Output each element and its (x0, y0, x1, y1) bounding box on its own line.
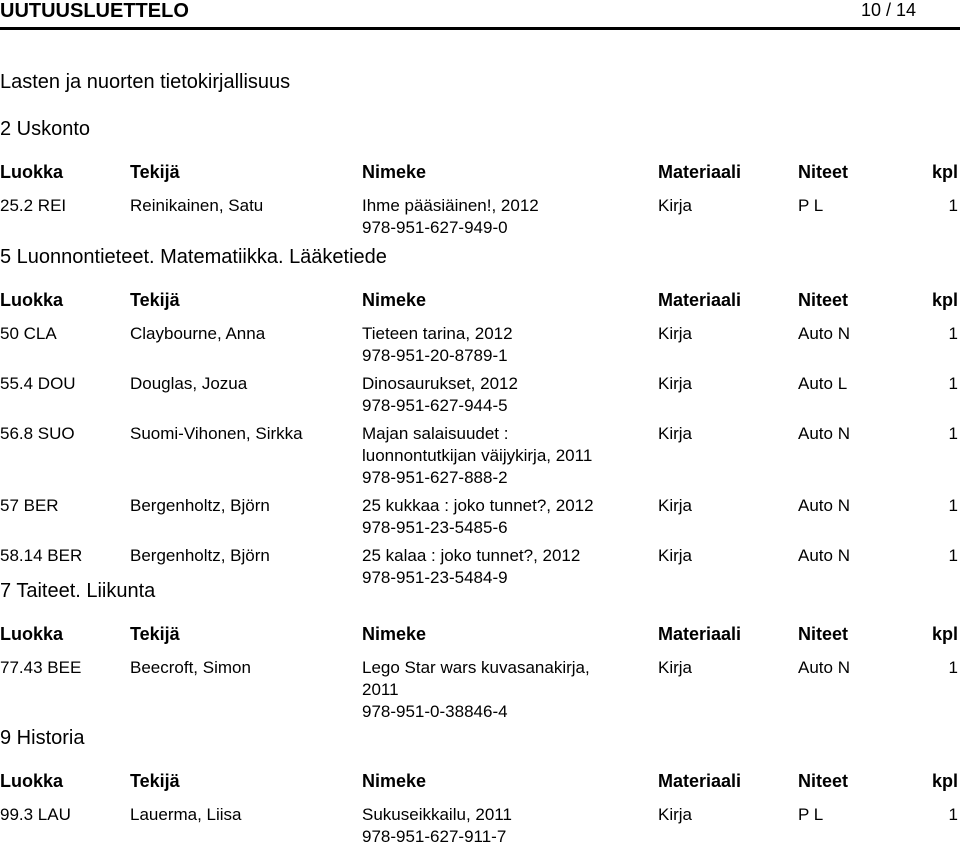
row-luokka: 77.43 BEE (0, 658, 82, 677)
column-header-materiaali: Materiaali (658, 771, 742, 791)
row-materiaali: Kirja (658, 196, 693, 215)
row-nimeke: 25 kukkaa : joko tunnet?, 2012 (362, 496, 594, 515)
row-kpl: 1 (948, 424, 958, 443)
row-nimeke: 25 kalaa : joko tunnet?, 2012 (362, 546, 581, 565)
row-materiaali: Kirja (658, 324, 693, 343)
row-materiaali: Kirja (658, 374, 693, 393)
row-isbn: 978-951-627-888-2 (362, 468, 508, 487)
row-tekija: Lauerma, Liisa (130, 805, 242, 824)
row-materiaali: Kirja (658, 424, 693, 443)
column-header-niteet: Niteet (798, 162, 849, 182)
row-niteet: Auto N (798, 496, 850, 515)
row-kpl: 1 (948, 324, 958, 343)
row-luokka: 25.2 REI (0, 196, 67, 215)
row-nimeke: Dinosaurukset, 2012 (362, 374, 518, 393)
column-header-tekija: Tekijä (130, 162, 180, 182)
row-niteet: Auto N (798, 324, 850, 343)
row-nimeke: Tieteen tarina, 2012 (362, 324, 513, 343)
row-niteet: Auto L (798, 374, 848, 393)
row-isbn: 978-951-20-8789-1 (362, 346, 508, 365)
row-niteet: Auto N (798, 658, 850, 677)
row-materiaali: Kirja (658, 658, 693, 677)
section-title: 9 Historia (0, 727, 85, 749)
row-isbn: 978-951-0-38846-4 (362, 702, 508, 721)
row-isbn: 978-951-627-949-0 (362, 218, 508, 237)
row-kpl: 1 (948, 805, 958, 824)
row-isbn: 978-951-627-944-5 (362, 396, 508, 415)
column-header-niteet: Niteet (798, 290, 849, 310)
row-tekija: Bergenholtz, Björn (130, 496, 270, 515)
row-nimeke: Majan salaisuudet : (362, 424, 509, 443)
catalog-subtitle: Lasten ja nuorten tietokirjallisuus (0, 71, 291, 93)
row-isbn: 978-951-23-5484-9 (362, 568, 508, 587)
row-tekija: Bergenholtz, Björn (130, 546, 270, 565)
row-luokka: 58.14 BER (0, 546, 83, 565)
row-materiaali: Kirja (658, 546, 693, 565)
row-luokka: 99.3 LAU (0, 805, 71, 824)
column-header-materiaali: Materiaali (658, 624, 742, 644)
catalog-title: UUTUUSLUETTELO (0, 0, 189, 22)
row-nimeke: luonnontutkijan väijykirja, 2011 (362, 446, 593, 465)
column-header-kpl: kpl (931, 290, 958, 310)
section-title: 7 Taiteet. Liikunta (0, 580, 156, 602)
column-header-nimeke: Nimeke (362, 290, 427, 310)
row-luokka: 55.4 DOU (0, 374, 76, 393)
row-kpl: 1 (948, 196, 958, 215)
row-nimeke: Lego Star wars kuvasanakirja, (362, 658, 590, 677)
column-header-luokka: Luokka (0, 162, 64, 182)
column-header-nimeke: Nimeke (362, 162, 427, 182)
column-header-materiaali: Materiaali (658, 162, 742, 182)
column-header-niteet: Niteet (798, 771, 849, 791)
section-title: 2 Uskonto (0, 118, 91, 140)
row-materiaali: Kirja (658, 496, 693, 515)
row-luokka: 56.8 SUO (0, 424, 75, 443)
row-isbn: 978-951-23-5485-6 (362, 518, 508, 537)
column-header-niteet: Niteet (798, 624, 849, 644)
row-niteet: P L (798, 196, 824, 215)
row-niteet: P L (798, 805, 824, 824)
section-title: 5 Luonnontieteet. Matematiikka. Lääketiede (0, 246, 387, 268)
column-header-kpl: kpl (931, 771, 958, 791)
column-header-tekija: Tekijä (130, 624, 180, 644)
column-header-tekija: Tekijä (130, 290, 180, 310)
row-kpl: 1 (948, 546, 958, 565)
row-nimeke: Sukuseikkailu, 2011 (362, 805, 512, 824)
row-tekija: Suomi-Vihonen, Sirkka (130, 424, 303, 443)
row-luokka: 57 BER (0, 496, 59, 515)
column-header-kpl: kpl (931, 162, 958, 182)
row-nimeke: 2011 (362, 680, 399, 699)
page-number: 10 / 14 (860, 0, 916, 20)
row-materiaali: Kirja (658, 805, 693, 824)
column-header-luokka: Luokka (0, 771, 64, 791)
column-header-kpl: kpl (931, 624, 958, 644)
row-tekija: Douglas, Jozua (130, 374, 248, 393)
row-kpl: 1 (948, 496, 958, 515)
row-kpl: 1 (948, 374, 958, 393)
row-niteet: Auto N (798, 546, 850, 565)
column-header-tekija: Tekijä (130, 771, 180, 791)
row-nimeke: Ihme pääsiäinen!, 2012 (362, 196, 539, 215)
column-header-luokka: Luokka (0, 290, 64, 310)
row-tekija: Claybourne, Anna (130, 324, 266, 343)
row-kpl: 1 (948, 658, 958, 677)
column-header-nimeke: Nimeke (362, 771, 427, 791)
row-niteet: Auto N (798, 424, 850, 443)
row-isbn: 978-951-627-911-7 (362, 827, 507, 846)
column-header-luokka: Luokka (0, 624, 64, 644)
column-header-nimeke: Nimeke (362, 624, 427, 644)
column-header-materiaali: Materiaali (658, 290, 742, 310)
row-tekija: Reinikainen, Satu (130, 196, 264, 215)
row-luokka: 50 CLA (0, 324, 57, 343)
header-rule (0, 27, 960, 30)
row-tekija: Beecroft, Simon (130, 658, 251, 677)
